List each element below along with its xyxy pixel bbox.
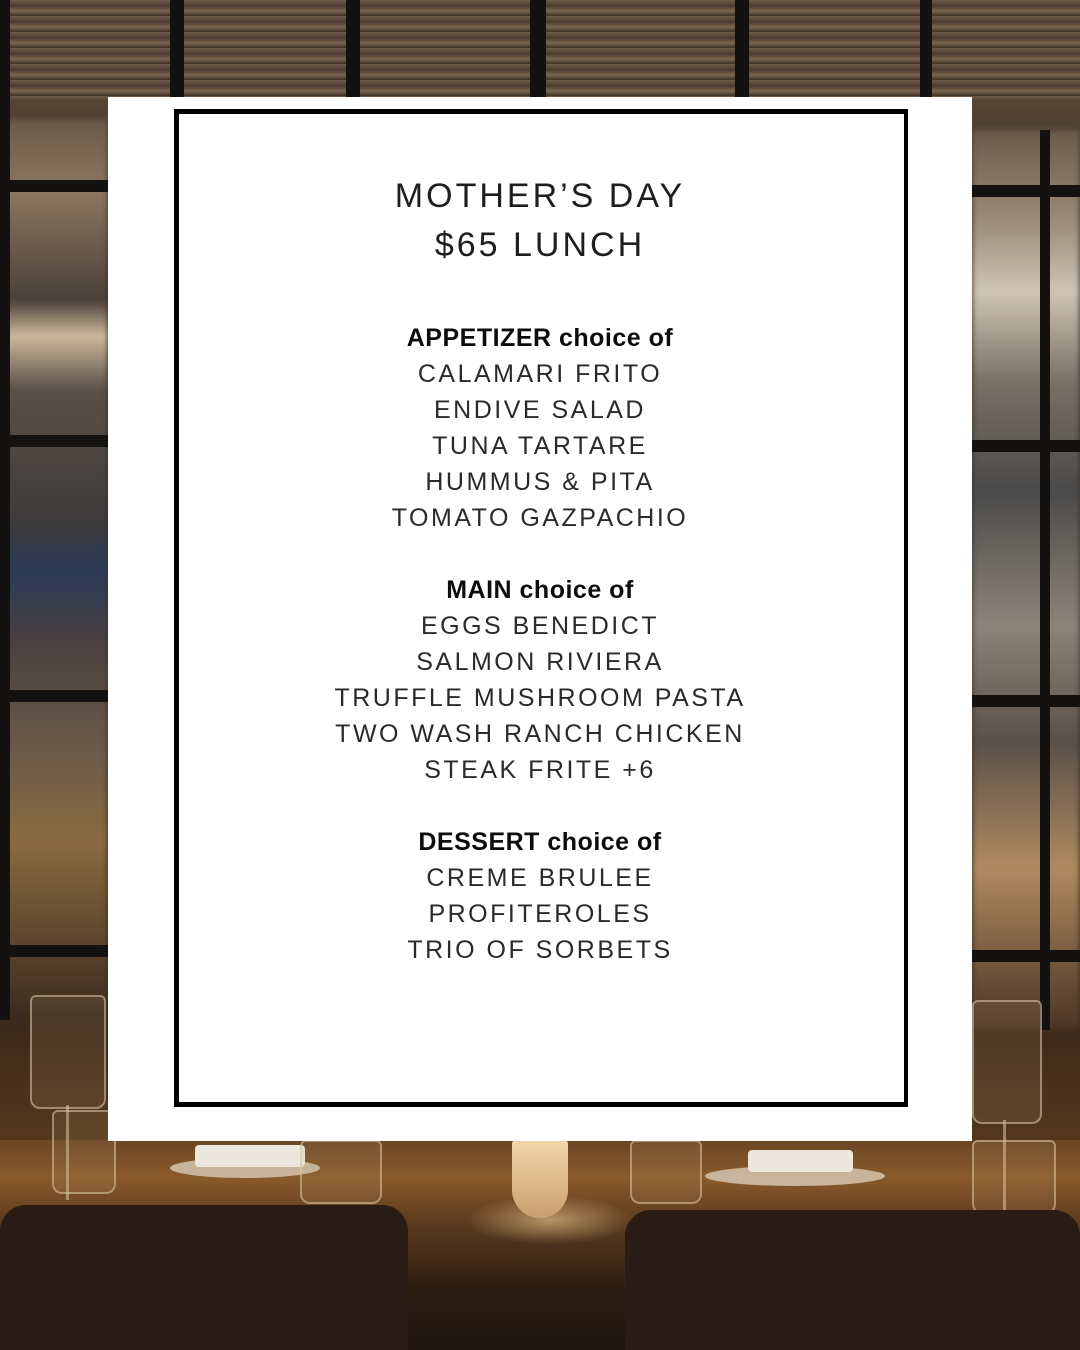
napkin (195, 1145, 305, 1167)
menu-item: HUMMUS & PITA (425, 468, 655, 496)
menu-item: STEAK FRITE +6 (424, 756, 656, 784)
menu-item: TUNA TARTARE (432, 432, 648, 460)
window-mullion (0, 180, 108, 192)
window-mullion (170, 0, 184, 100)
menu-price: $65 LUNCH (434, 226, 646, 264)
menu-item: TOMATO GAZPACHIO (391, 504, 689, 532)
water-glass (630, 1140, 702, 1204)
water-glass (52, 1110, 116, 1194)
window-mullion (972, 695, 1080, 707)
window-mullion (972, 440, 1080, 452)
table-lamp (512, 1140, 568, 1218)
menu-item: EGGS BENEDICT (420, 612, 660, 640)
water-glass (972, 1140, 1056, 1214)
window-mullion (1040, 130, 1050, 1030)
water-glass (300, 1140, 382, 1204)
menu-item: TRUFFLE MUSHROOM PASTA (334, 684, 746, 712)
menu-item: ENDIVE SALAD (433, 396, 646, 424)
window-mullion (972, 950, 1080, 962)
right-window-glow (972, 130, 1080, 1030)
section-heading-appetizer: APPETIZER choice of (406, 324, 674, 352)
window-mullion (0, 435, 108, 447)
menu-item: CALAMARI FRITO (417, 360, 663, 388)
menu-item: CREME BRULEE (426, 864, 654, 892)
menu-item: PROFITEROLES (428, 900, 652, 928)
left-window-glow (0, 120, 108, 1020)
napkin (748, 1150, 853, 1172)
menu-card (108, 97, 972, 1141)
wine-glass (30, 995, 106, 1109)
window-mullion (0, 945, 108, 957)
window-mullion (0, 0, 10, 1020)
menu-item: TRIO OF SORBETS (407, 936, 673, 964)
wine-glass (972, 1000, 1042, 1124)
window-mullion (972, 185, 1080, 197)
menu-title: MOTHER’S DAY (394, 177, 686, 215)
chair-back (0, 1205, 408, 1350)
menu-item: SALMON RIVIERA (416, 648, 664, 676)
window-mullion (920, 0, 932, 100)
window-mullion (346, 0, 360, 100)
window-mullion (735, 0, 749, 100)
menu-item: TWO WASH RANCH CHICKEN (335, 720, 745, 748)
window-mullion (0, 690, 108, 702)
window-mullion (530, 0, 546, 100)
section-heading-dessert: DESSERT choice of (418, 828, 662, 856)
section-heading-main: MAIN choice of (446, 576, 634, 604)
chair-back (625, 1210, 1080, 1350)
